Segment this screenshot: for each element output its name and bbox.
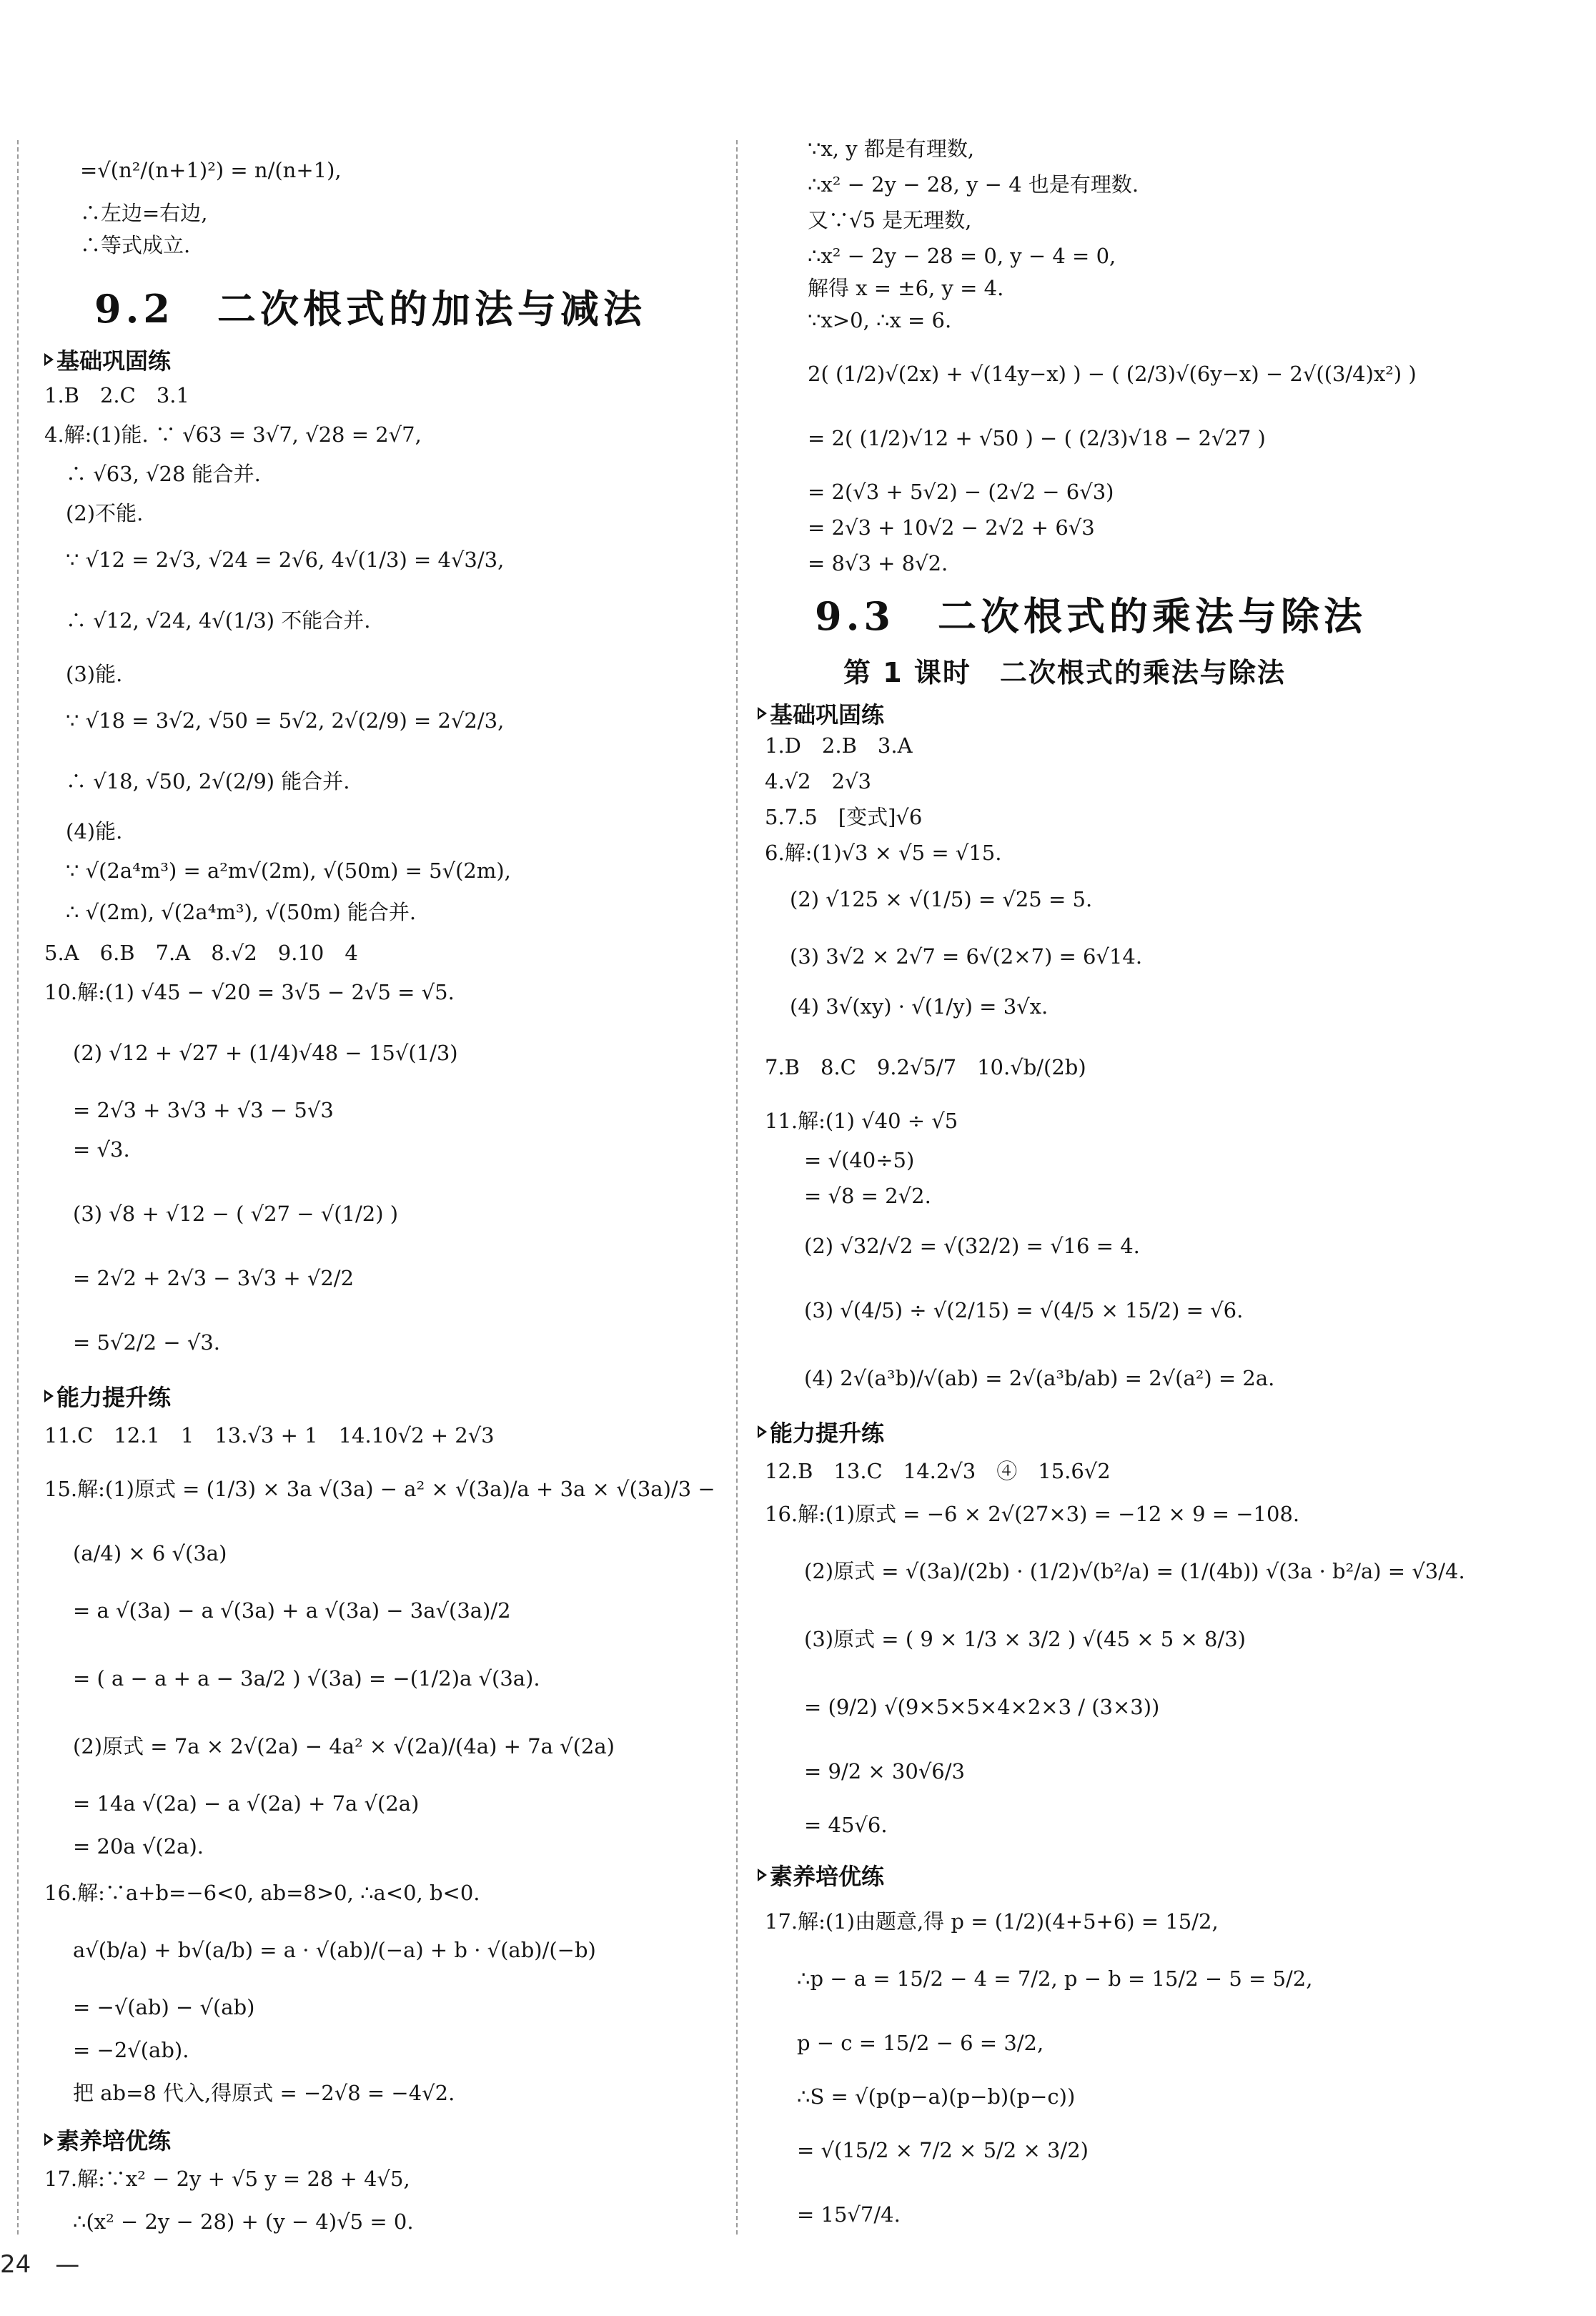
answer-line: ∴(x² − 2y − 28) + (y − 4)√5 = 0. — [73, 2209, 414, 2234]
answer-line: a√(b/a) + b√(a/b) = a · √(ab)/(−a) + b · √(ab)/(−b) — [73, 1938, 596, 1962]
answer-line: (a/4) × 6 √(3a) — [73, 1541, 227, 1565]
answer-line: 5.A 6.B 7.A 8.√2 9.10 4 — [44, 941, 358, 965]
heading-basic-9-3 — [758, 697, 884, 730]
answer-line: = √8 = 2√2. — [804, 1184, 931, 1208]
answer-line: = 15√7/4. — [797, 2202, 901, 2227]
triangle-marker-icon — [758, 1425, 767, 1438]
answer-line: 10.解:(1) √45 − √20 = 3√5 − 2√5 = √5. — [44, 980, 455, 1004]
heading-ability-9-3 — [758, 1415, 884, 1448]
answer-line: 7.B 8.C 9.2√5/7 10.√b/(2b) — [765, 1055, 1086, 1079]
answer-line: = √(40÷5) — [804, 1148, 915, 1172]
answer-line: ∴ √12, √24, 4√(1/3) 不能合并. — [66, 608, 371, 633]
answer-line: 17.解:(1)由题意,得 p = (1/2)(4+5+6) = 15/2, — [765, 1909, 1219, 1934]
answer-line: = 5√2/2 − √3. — [73, 1330, 221, 1355]
heading-label: 素养培优练 — [56, 2127, 172, 2154]
math-line: ∵x, y 都是有理数, — [808, 137, 975, 161]
triangle-marker-icon — [44, 353, 54, 366]
answer-line: 16.解:∵a+b=−6<0, ab=8>0, ∴a<0, b<0. — [44, 1881, 480, 1905]
answer-line: 11.解:(1) √40 ÷ √5 — [765, 1109, 958, 1133]
triangle-marker-icon — [44, 2133, 54, 2146]
heading-literacy-9-3 — [758, 1859, 884, 1891]
math-line: ∴等式成立. — [80, 233, 191, 257]
answer-line: = √3. — [73, 1137, 130, 1162]
answer-line: 4.解:(1)能. ∵ √63 = 3√7, √28 = 2√7, — [44, 422, 422, 447]
math-line: 又∵√5 是无理数, — [808, 208, 972, 232]
heading-label: 基础巩固练 — [56, 347, 172, 375]
answer-line: ∵ √18 = 3√2, √50 = 5√2, 2√(2/9) = 2√2/3, — [66, 708, 505, 733]
answer-line: (2) √32/√2 = √(32/2) = √16 = 4. — [804, 1234, 1140, 1258]
left-margin-divider — [17, 140, 19, 2235]
math-line: = 8√3 + 8√2. — [808, 551, 948, 575]
answer-line: = −√(ab) − √(ab) — [73, 1995, 255, 2019]
answer-line: 把 ab=8 代入,得原式 = −2√8 = −4√2. — [73, 2081, 455, 2105]
answer-line: = a √(3a) − a √(3a) + a √(3a) − 3a√(3a)/2 — [73, 1598, 511, 1623]
heading-label: 素养培优练 — [770, 1863, 885, 1890]
answer-line: (4) 3√(xy) · √(1/y) = 3√x. — [790, 994, 1049, 1019]
answer-line: ∵ √12 = 2√3, √24 = 2√6, 4√(1/3) = 4√3/3, — [66, 548, 505, 572]
answer-line: (3) √8 + √12 − ( √27 − √(1/2) ) — [73, 1202, 399, 1226]
answer-line: 6.解:(1)√3 × √5 = √15. — [765, 841, 1002, 865]
math-line: ∴左边=右边, — [80, 201, 208, 225]
answer-line: ∴S = √(p(p−a)(p−b)(p−c)) — [797, 2084, 1076, 2109]
answer-line: ∴ √18, √50, 2√(2/9) 能合并. — [66, 769, 350, 793]
heading-basic-9-2 — [44, 343, 171, 376]
math-line: =√(n²/(n+1)²) = n/(n+1), — [80, 158, 342, 182]
answer-line: (2) √12 + √27 + (1/4)√48 − 15√(1/3) — [73, 1041, 458, 1065]
answer-line: (3)能. — [66, 662, 123, 686]
answer-line: 4.√2 2√3 — [765, 769, 871, 793]
answer-line: 11.C 12.1 1 13.√3 + 1 14.10√2 + 2√3 — [44, 1423, 495, 1448]
math-line: ∵x>0, ∴x = 6. — [808, 308, 952, 332]
answer-line: = (9/2) √(9×5×5×4×2×3 / (3×3)) — [804, 1695, 1160, 1719]
heading-ability-9-2 — [44, 1380, 171, 1412]
triangle-marker-icon — [758, 1869, 767, 1881]
section-title-9-2: 9.2 二次根式的加法与减法 — [94, 286, 646, 332]
answer-line: = 2√3 + 3√3 + √3 − 5√3 — [73, 1098, 334, 1122]
math-line: 解得 x = ±6, y = 4. — [808, 276, 1004, 300]
column-divider — [736, 140, 738, 2235]
answer-line: 15.解:(1)原式 = (1/3) × 3a √(3a) − a² × √(3a)/a + 3a × √(3a)/3 − — [44, 1477, 715, 1501]
answer-line: 17.解:∵x² − 2y + √5 y = 28 + 4√5, — [44, 2167, 410, 2191]
page-number: 24 — — [0, 2250, 80, 2279]
answer-line: (4)能. — [66, 819, 123, 843]
answer-line: (3) 3√2 × 2√7 = 6√(2×7) = 6√14. — [790, 944, 1143, 969]
answer-line: 16.解:(1)原式 = −6 × 2√(27×3) = −12 × 9 = −108. — [765, 1502, 1300, 1526]
math-line: 2( (1/2)√(2x) + √(14y−x) ) − ( (2/3)√(6y−x) − 2√((3/4)x²) ) — [808, 362, 1417, 386]
answer-line: (2)原式 = √(3a)/(2b) · (1/2)√(b²/a) = (1/(4b)) √(3a · b²/a) = √3/4. — [804, 1559, 1465, 1583]
answer-line: 12.B 13.C 14.2√3 ④ 15.6√2 — [765, 1459, 1111, 1483]
math-line: ∴x² − 2y − 28, y − 4 也是有理数. — [808, 172, 1139, 197]
answer-line: (4) 2√(a³b)/√(ab) = 2√(a³b/ab) = 2√(a²) = 2a. — [804, 1366, 1275, 1390]
heading-label: 能力提升练 — [56, 1384, 172, 1411]
answer-line: 1.B 2.C 3.1 — [44, 383, 189, 407]
answer-line: ∵ √(2a⁴m³) = a²m√(2m), √(50m) = 5√(2m), — [66, 858, 511, 883]
heading-label: 基础巩固练 — [770, 701, 885, 728]
answer-line: p − c = 15/2 − 6 = 3/2, — [797, 2031, 1044, 2055]
answer-line: = 9/2 × 30√6/3 — [804, 1759, 965, 1783]
answer-line: = √(15/2 × 7/2 × 5/2 × 3/2) — [797, 2138, 1089, 2162]
triangle-marker-icon — [758, 707, 767, 720]
answer-line: = −2√(ab). — [73, 2038, 189, 2062]
answer-line: (2) √125 × √(1/5) = √25 = 5. — [790, 887, 1093, 911]
answer-line: (2)原式 = 7a × 2√(2a) − 4a² × √(2a)/(4a) + 7a √(2a) — [73, 1734, 615, 1758]
math-line: = 2(√3 + 5√2) − (2√2 − 6√3) — [808, 480, 1114, 504]
triangle-marker-icon — [44, 1390, 54, 1402]
section-title-9-3: 9.3 二次根式的乘法与除法 — [815, 593, 1367, 639]
answer-line: (3) √(4/5) ÷ √(2/15) = √(4/5 × 15/2) = √6. — [804, 1298, 1244, 1322]
math-line: = 2( (1/2)√12 + √50 ) − ( (2/3)√18 − 2√27 ) — [808, 426, 1266, 450]
heading-label: 能力提升练 — [770, 1420, 885, 1447]
answer-line: ∴ √(2m), √(2a⁴m³), √(50m) 能合并. — [66, 900, 417, 924]
answer-line: = 2√2 + 2√3 − 3√3 + √2/2 — [73, 1266, 355, 1290]
heading-literacy-9-2 — [44, 2123, 171, 2156]
answer-line: 5.7.5 [变式]√6 — [765, 805, 923, 829]
math-line: ∴x² − 2y − 28 = 0, y − 4 = 0, — [808, 244, 1116, 268]
answer-line: ∴ √63, √28 能合并. — [66, 462, 261, 486]
answer-line: 1.D 2.B 3.A — [765, 733, 913, 758]
answer-line: (3)原式 = ( 9 × 1/3 × 3/2 ) √(45 × 5 × 8/3) — [804, 1627, 1246, 1651]
answer-line: ∴p − a = 15/2 − 4 = 7/2, p − b = 15/2 − 5 = 5/2, — [797, 1966, 1313, 1991]
lesson-title: 第 1 课时 二次根式的乘法与除法 — [843, 657, 1286, 688]
math-line: = 2√3 + 10√2 − 2√2 + 6√3 — [808, 515, 1095, 540]
answer-line: = 45√6. — [804, 1813, 888, 1837]
answer-line: (2)不能. — [66, 501, 144, 525]
answer-line: = 14a √(2a) − a √(2a) + 7a √(2a) — [73, 1791, 420, 1816]
answer-line: = 20a √(2a). — [73, 1834, 204, 1859]
answer-line: = ( a − a + a − 3a/2 ) √(3a) = −(1/2)a √(3a). — [73, 1666, 540, 1691]
